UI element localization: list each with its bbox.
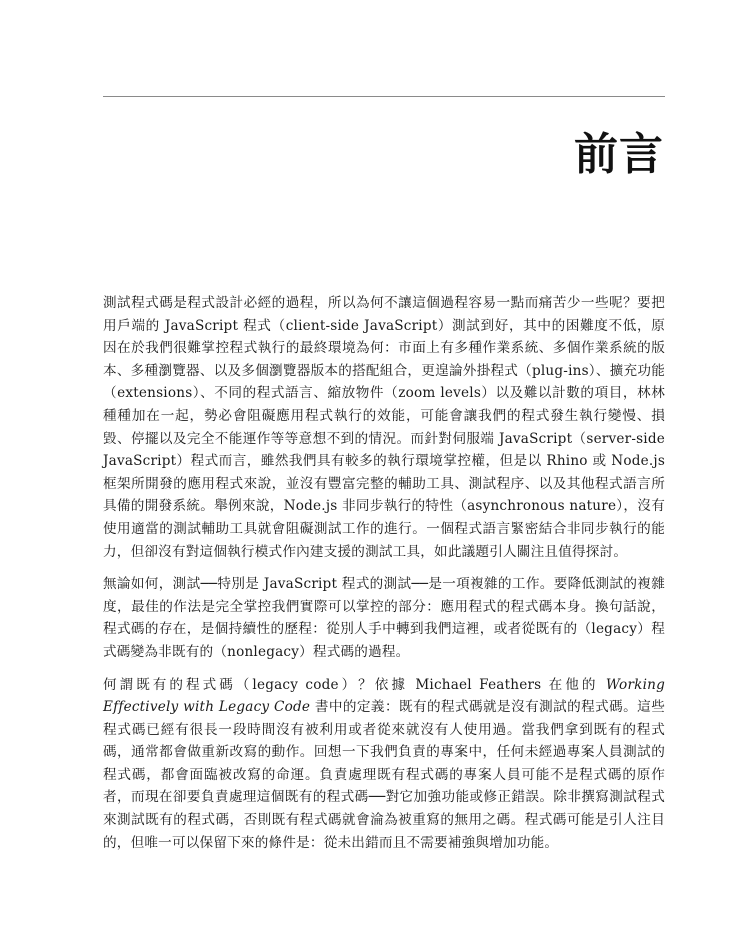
book-title: Working Effectively with Legacy Code xyxy=(103,676,665,716)
paragraph-2: 無論如何，測試──特別是 JavaScript 程式的測試──是一項複雜的工作。要降低測試的複雜度，最佳的作法是完全掌控我們實際可以掌控的部分：應用程式的程式碼本身。換句話說，程式碼的存在，是個持續性的歷程：從別人手中轉到我們這裡，或者從既有的（legacy）程式碼變為非既有的（nonlegacy）程式碼的過程。 xyxy=(103,576,665,660)
body-text xyxy=(103,292,665,864)
paragraph-3-intro: 何謂既有的程式碼（legacy code）？依據 Michael Feathers 在他的 xyxy=(103,676,606,693)
paragraph-1: 測試程式碼是程式設計必經的過程，所以為何不讓這個過程容易一點而痛苦少一些呢？要把用戶端的 JavaScript 程式（client-side JavaScript）測試到好，其中的困難度不低，原因在於我們很難掌控程式執行的最終環境為何：市面上有多種作業系統、多個作業系統的版本、多種瀏覽器、以及多個瀏覽器版本的搭配組合，更遑論外掛程式（plug-ins）、擴充功能（extensions）、不同的程式語言、縮放物件（zoom levels）以及難以計數的項目，林林種種加在一起，勢必會阻礙應用程式執行的效能，可能會讓我們的程式發生執行變慢、損毀、停擺以及完全不能運作等等意想不到的情況。而針對伺服端 JavaScript（server-side JavaScript）程式而言，雖然我們具有較多的執行環境掌控權，但是以 Rhino 或 Node.js 框架所開發的應用程式來說，並沒有豐富完整的輔助工具、測試程序、以及其他程式語言所具備的開發系統。舉例來說，Node.js 非同步執行的特性（asynchronous nature），沒有使用適當的測試輔助工具就會阻礙測試工作的進行。一個程式語言緊密結合非同步執行的能力，但卻沒有對這個執行模式作內建支援的測試工具，如此議題引人關注且值得探討。 xyxy=(103,295,665,560)
paragraph-3 xyxy=(103,674,665,855)
chapter-title: 前言 xyxy=(574,129,664,180)
top-rule xyxy=(103,96,665,97)
paragraph-3-body: 書中的定義：既有的程式碼就是沒有測試的程式碼。這些程式碼已經有很長一段時間沒有被利用或者從來就沒有人使用過。當我們拿到既有的程式碼，通常都會做重新改寫的動作。回想一下我們負責的專案中，任何未經過專案人員測試的程式碼，都會面臨被改寫的命運。負責處理既有程式碼的專案人員可能不是程式碼的原作者，而現在卻要負責處理這個既有的程式碼──對它加強功能或修正錯誤。除非撰寫測試程式來測試既有的程式碼，否則既有程式碼就會淪為被重寫的無用之碼。程式碼可能是引人注目的，但唯一可以保留下來的條件是：從未出錯而且不需要補強與增加功能。 xyxy=(103,699,665,851)
